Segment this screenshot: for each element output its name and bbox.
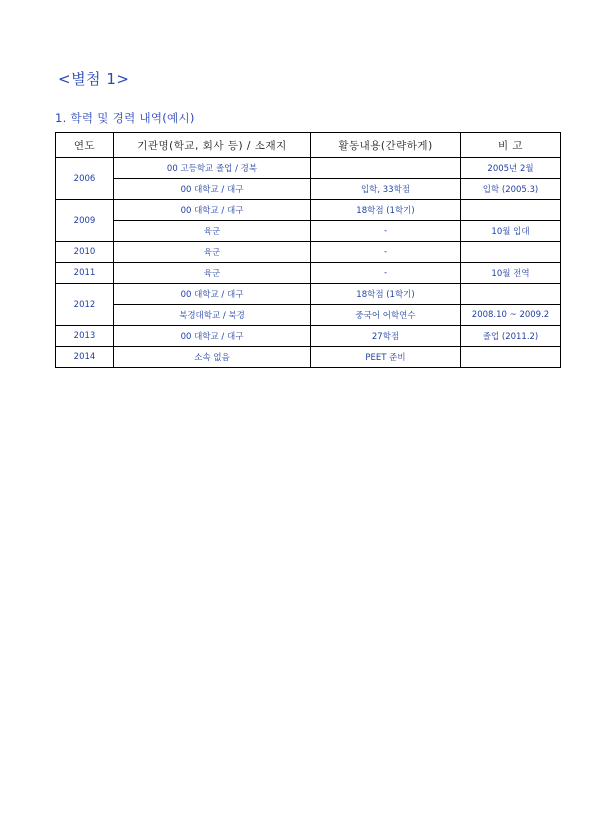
institution-cell: 00 대학교 / 대구	[114, 200, 311, 221]
institution-cell: 소속 없음	[114, 347, 311, 368]
history-table	[55, 132, 561, 368]
institution-cell: 00 고등학교 졸업 / 경북	[114, 158, 311, 179]
year-cell: 2011	[56, 263, 114, 284]
activity-cell: 중국어 어학연수	[311, 305, 461, 326]
activity-cell: 입학, 33학점	[311, 179, 461, 200]
page-title: <별첨 1>	[58, 70, 130, 88]
institution-cell: 00 대학교 / 대구	[114, 326, 311, 347]
table-row	[56, 179, 561, 200]
remark-cell: 졸업 (2011.2)	[461, 326, 561, 347]
remark-cell	[461, 284, 561, 305]
activity-cell	[311, 158, 461, 179]
remark-cell: 10월 전역	[461, 263, 561, 284]
year-cell: 2014	[56, 347, 114, 368]
activity-cell: PEET 준비	[311, 347, 461, 368]
institution-cell: 육군	[114, 242, 311, 263]
remark-cell: 입학 (2005.3)	[461, 179, 561, 200]
remark-cell	[461, 242, 561, 263]
table-header-row	[56, 133, 561, 158]
remark-cell: 2008.10 ~ 2009.2	[461, 305, 561, 326]
year-cell: 2006	[56, 158, 114, 200]
table-row	[56, 326, 561, 347]
activity-cell: 18학점 (1학기)	[311, 200, 461, 221]
remark-cell	[461, 347, 561, 368]
activity-cell: 27학점	[311, 326, 461, 347]
activity-cell: 18학점 (1학기)	[311, 284, 461, 305]
year-cell: 2013	[56, 326, 114, 347]
activity-cell: -	[311, 221, 461, 242]
activity-cell: -	[311, 263, 461, 284]
table-row	[56, 158, 561, 179]
institution-cell: 육군	[114, 263, 311, 284]
table-row	[56, 221, 561, 242]
remark-cell: 10월 입대	[461, 221, 561, 242]
institution-cell: 00 대학교 / 대구	[114, 179, 311, 200]
institution-cell: 00 대학교 / 대구	[114, 284, 311, 305]
table-row	[56, 284, 561, 305]
remark-cell: 2005년 2월	[461, 158, 561, 179]
section-heading: 1. 학력 및 경력 내역(예시)	[55, 111, 195, 125]
header-remark: 비 고	[461, 133, 561, 158]
header-activity: 활동내용(간략하게)	[311, 133, 461, 158]
institution-cell: 북경대학교 / 북경	[114, 305, 311, 326]
year-cell: 2010	[56, 242, 114, 263]
institution-cell: 육군	[114, 221, 311, 242]
table-row	[56, 242, 561, 263]
header-institution: 기관명(학교, 회사 등) / 소재지	[114, 133, 311, 158]
activity-cell: -	[311, 242, 461, 263]
table-row	[56, 200, 561, 221]
year-cell: 2009	[56, 200, 114, 242]
table-row	[56, 347, 561, 368]
remark-cell	[461, 200, 561, 221]
table-row	[56, 263, 561, 284]
table-row	[56, 305, 561, 326]
year-cell: 2012	[56, 284, 114, 326]
header-year: 연도	[56, 133, 114, 158]
